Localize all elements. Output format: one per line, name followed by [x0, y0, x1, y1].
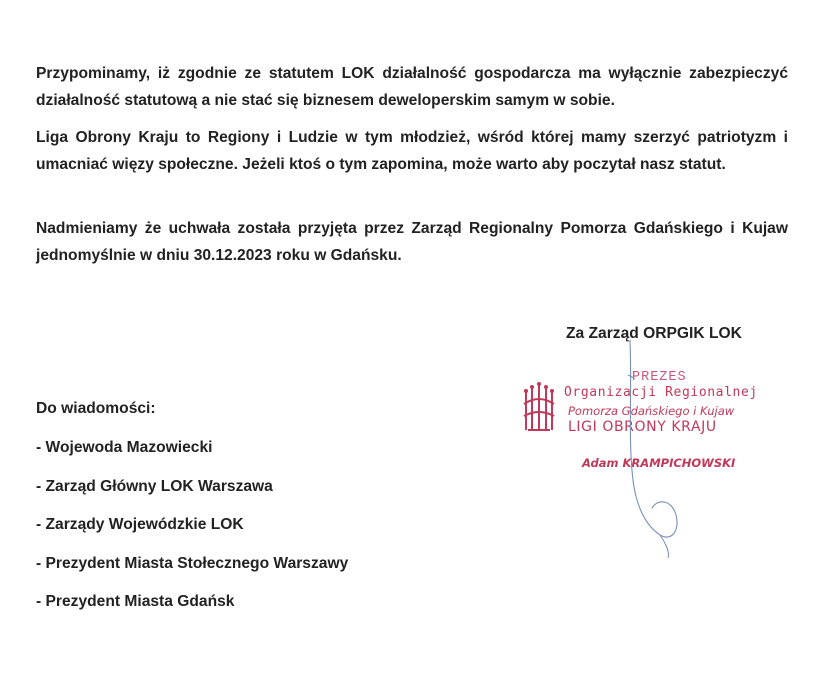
stamp-line-name: Adam KRAMPICHOWSKI: [582, 456, 736, 470]
list-item: - Zarządy Wojewódzkie LOK: [36, 516, 244, 533]
paragraph-resolution-adopted: Nadmieniamy że uchwała została przyjęta przez Zarząd Regionalny Pomorza Gdańskiego i Kujaw jednomyślnie w dniu 30.12.2023 roku w Gdańsku.: [36, 220, 788, 264]
stamp-line-title: PREZES: [632, 370, 687, 385]
list-item: - Zarząd Główny LOK Warszawa: [36, 477, 273, 495]
distribution-heading: Do wiadomości:: [36, 400, 156, 417]
stamp-line-region: Pomorza Gdańskiego i Kujaw: [568, 404, 735, 418]
list-item: - Wojewoda Mazowiecki: [36, 439, 213, 456]
lok-emblem-icon: [522, 382, 556, 434]
paragraph-league-mission: Liga Obrony Kraju to Regiony i Ludzie w tym młodzież, wśród której mamy szerzyć patriotyzm i umacniać więzy społeczne. Jeżeli ktoś o tym zapomina, może warto aby poczytał nasz statut.: [36, 129, 788, 173]
stamp-line-organization: Organizacji Regionalnej: [564, 385, 758, 400]
signature-block-title: Za Zarząd ORPGIK LOK: [566, 325, 742, 342]
distribution-list: [36, 438, 348, 631]
handwritten-signature: [600, 330, 720, 560]
stamp-line-league: LIGI OBRONY KRAJU: [568, 419, 717, 435]
paragraph-statute-reminder: Przypominamy, iż zgodnie ze statutem LOK działalność gospodarcza ma wyłącznie zabezpieczyć działalność statutową a nie stać się biznesem deweloperskim samym w sobie.: [36, 65, 788, 109]
list-item: - Prezydent Miasta Gdańsk: [36, 593, 235, 610]
list-item: - Prezydent Miasta Stołecznego Warszawy: [36, 554, 349, 572]
